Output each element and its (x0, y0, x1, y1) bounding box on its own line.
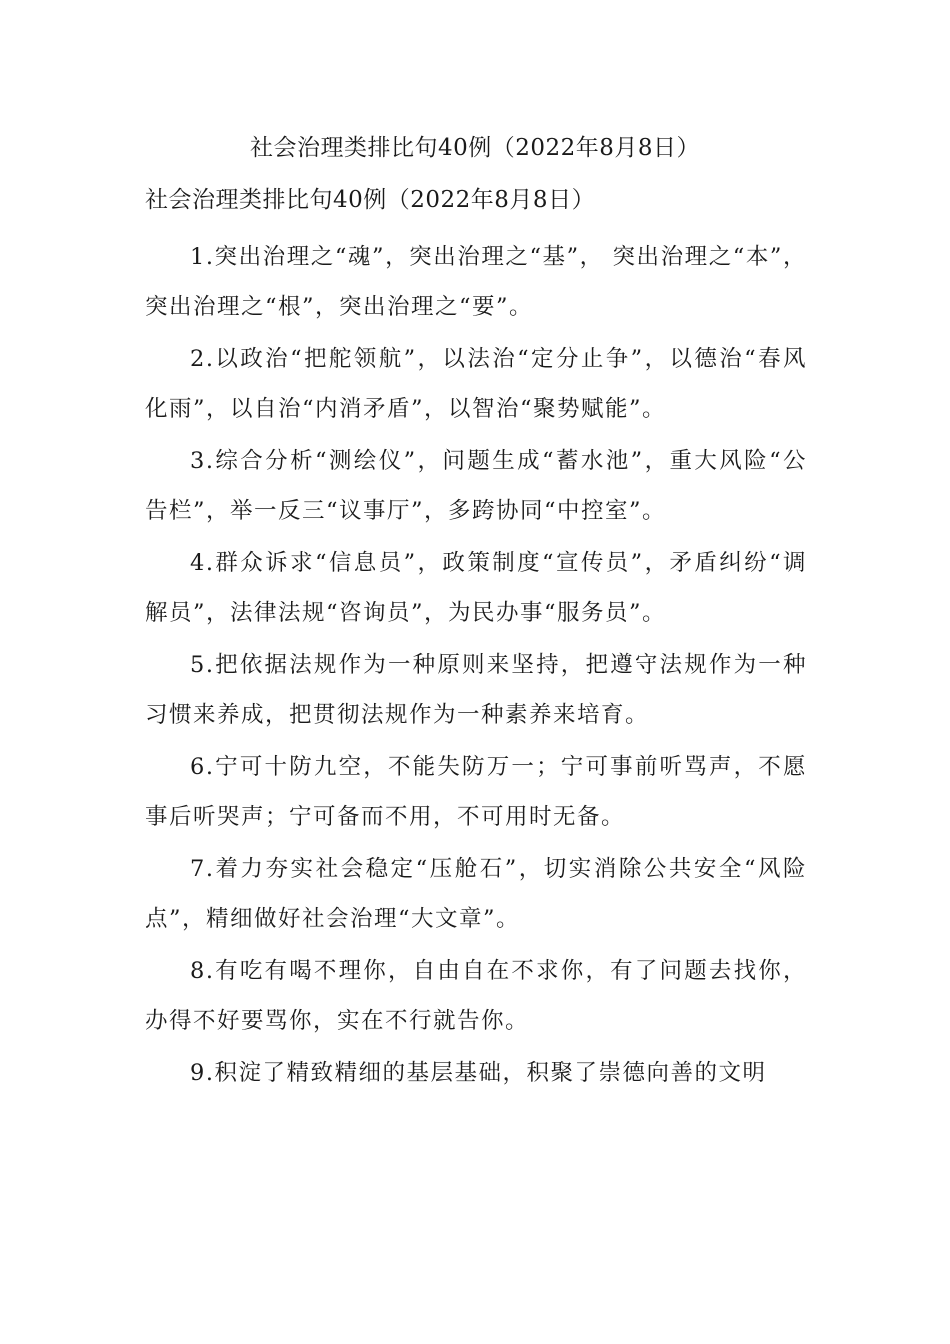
document-body (145, 232, 807, 1100)
paragraph-6: 6.宁可十防九空，不能失防万一；宁可事前听骂声，不愿事后听哭声；宁可备而不用，不可用时无备。 (145, 754, 807, 830)
paragraph-3: 3.综合分析“测绘仪”，问题生成“蓄水池”，重大风险“公告栏”，举一反三“议事厅”，多跨协同“中控室”。 (145, 448, 807, 524)
document-title: 社会治理类排比句40例（2022年8月8日） (249, 135, 701, 161)
document-subtitle: 社会治理类排比句40例（2022年8月8日） (145, 187, 596, 213)
paragraph-8: 8.有吃有喝不理你，自由自在不求你，有了问题去找你，办得不好要骂你，实在不行就告你。 (145, 958, 807, 1034)
paragraph-1: 1.突出治理之“魂”，突出治理之“基”， 突出治理之“本”， 突出治理之“根”，突出治理之“要”。 (145, 244, 807, 320)
paragraph-9: 9.积淀了精致精细的基层基础，积聚了崇德向善的文明 (190, 1060, 767, 1086)
paragraph-5: 5.把依据法规作为一种原则来坚持，把遵守法规作为一种习惯来养成，把贯彻法规作为一种素养来培育。 (145, 652, 807, 728)
paragraph-4: 4.群众诉求“信息员”，政策制度“宣传员”，矛盾纠纷“调解员”，法律法规“咨询员”，为民办事“服务员”。 (145, 550, 807, 626)
paragraph-7: 7.着力夯实社会稳定“压舱石”，切实消除公共安全“风险点”，精细做好社会治理“大文章”。 (145, 856, 807, 932)
paragraph-2: 2.以政治“把舵领航”，以法治“定分止争”，以德治“春风化雨”，以自治“内消矛盾”，以智治“聚势赋能”。 (145, 346, 807, 422)
